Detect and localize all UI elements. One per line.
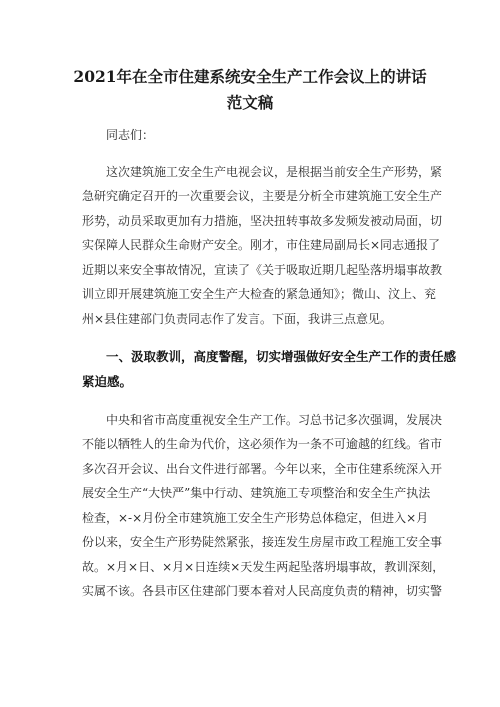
paragraph-2-line: 份以来，安全生产形势陡然紧张，接连发生房屋市政工程施工安全事 [82,535,443,549]
paragraph-1-line: 州×县住建部门负责同志作了发言。下面，我讲三点意见。 [82,312,393,326]
paragraph-2-line: 展安全生产“大快严”集中行动、建筑施工专项整治和安全生产执法 [82,486,431,500]
paragraph-1-line: 训立即开展建筑施工安全生产大检查的紧急通知》；微山、汶上、兖 [82,287,437,301]
paragraph-1-line: 近期以来安全事故情况，宣读了《关于吸取近期几起坠落坍塌事故教 [82,263,443,277]
paragraph-2-line: 不能以牺牲人的生命为代价，这必须作为一条不可逾越的红线。省市 [82,437,443,451]
paragraph-1-line: 形势，动员采取更加有力措施，坚决扭转事故多发频发被动局面，切 [82,214,443,228]
document-title-line-1: 2021年在全市住建系统安全生产工作会议上的讲话 [73,67,427,86]
paragraph-1-line: 这次建筑施工安全生产电视会议，是根据当前安全生产形势，紧 [106,165,443,179]
paragraph-1-line: 急研究确定召开的一次重要会议，主要是分析全市建筑施工安全生产 [82,189,443,203]
section-heading-1-continued: 紧迫感。 [82,374,133,389]
paragraph-2-line: 故。×月×日、×月×日连续×天发生两起坠落坍塌事故，教训深刻， [82,560,445,574]
document-title-line-2: 范文稿 [226,93,274,112]
paragraph-1-line: 实保障人民群众生命财产安全。刚才，市住建局副局长×同志通报了 [82,238,441,252]
section-heading-1: 一、汲取教训，高度警醒，切实增强做好安全生产工作的责任感 [106,349,457,364]
paragraph-2-line: 检查，×-×月份全市建筑施工安全生产形势总体稳定，但进入×月 [82,511,429,525]
paragraph-2-line: 多次召开会议、出台文件进行部署。今年以来，全市住建系统深入开 [82,462,443,476]
paragraph-2-line: 实属不该。各县市区住建部门要本着对人民高度负责的精神，切实警 [82,584,443,598]
salutation: 同志们： [106,128,155,142]
paragraph-2-line: 中央和省市高度重视安全生产工作。习总书记多次强调，发展决 [106,413,443,427]
